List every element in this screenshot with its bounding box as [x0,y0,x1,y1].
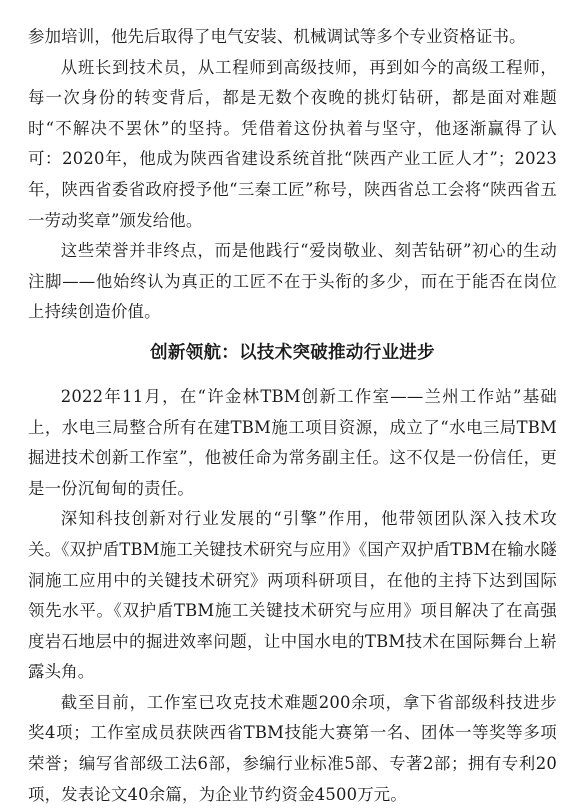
section-heading: 创新领航：以技术突破推动行业进步 [150,342,435,363]
paragraph-continuation: 参加培训，他先后取得了电气安装、机械调试等多个专业资格证书。 [28,27,526,46]
paragraph-career-progression: 从班长到技术员，从工程师到高级技师，再到如今的高级工程师，每一次身份的转变背后，都是无数个夜晚的挑灯钻研，都是面对难题时“不解决不罢休”的坚持。凭借着这份执着与坚守，他逐渐赢得了认可：2020年，他成为陕西省建设系统首批“陕西产业工匠人才”；2023年，陕西省委省政府授予他“三秦工匠”称号，陕西省总工会将“陕西省五一劳动奖章”颁发给他。 [28,57,557,230]
article-body [28,22,557,810]
paragraph-achievements: 截至目前，工作室已攻克技术难题200余项，拿下省部级科技进步奖4项；工作室成员获陕西省TBM技能大赛第一名、团体一等奖等多项荣誉；编写省部级工法6部，参编行业标准5部、专著2部；拥有专利20项，发表论文40余篇，为企业节约资金4500万元。 [28,692,557,804]
paragraph-studio-founding: 2022年11月，在“许金林TBM创新工作室——兰州工作站”基础上，水电三局整合所有在建TBM施工项目资源，成立了“水电三局TBM掘进技术创新工作室”，他被任命为常务副主任。这不仅是一份信任，更是一份沉甸甸的责任。 [28,386,557,498]
paragraph-honors: 这些荣誉并非终点，而是他践行“爱岗敬业、刻苦钻研”初心的生动注脚——他始终认为真正的工匠不在于头衔的多少，而在于能否在岗位上持续创造价值。 [28,241,557,322]
paragraph-research-projects: 深知科技创新对行业发展的“引擎”作用，他带领团队深入技术攻关。《双护盾TBM施工关键技术研究与应用》《国产双护盾TBM在输水隧洞施工应用中的关键技术研究》两项科研项目，在他的主持下达到国际领先水平。《双护盾TBM施工关键技术研究与应用》项目解决了在高强度岩石地层中的掘进效率问题，让中国水电的TBM技术在国际舞台上崭露头角。 [28,509,557,682]
